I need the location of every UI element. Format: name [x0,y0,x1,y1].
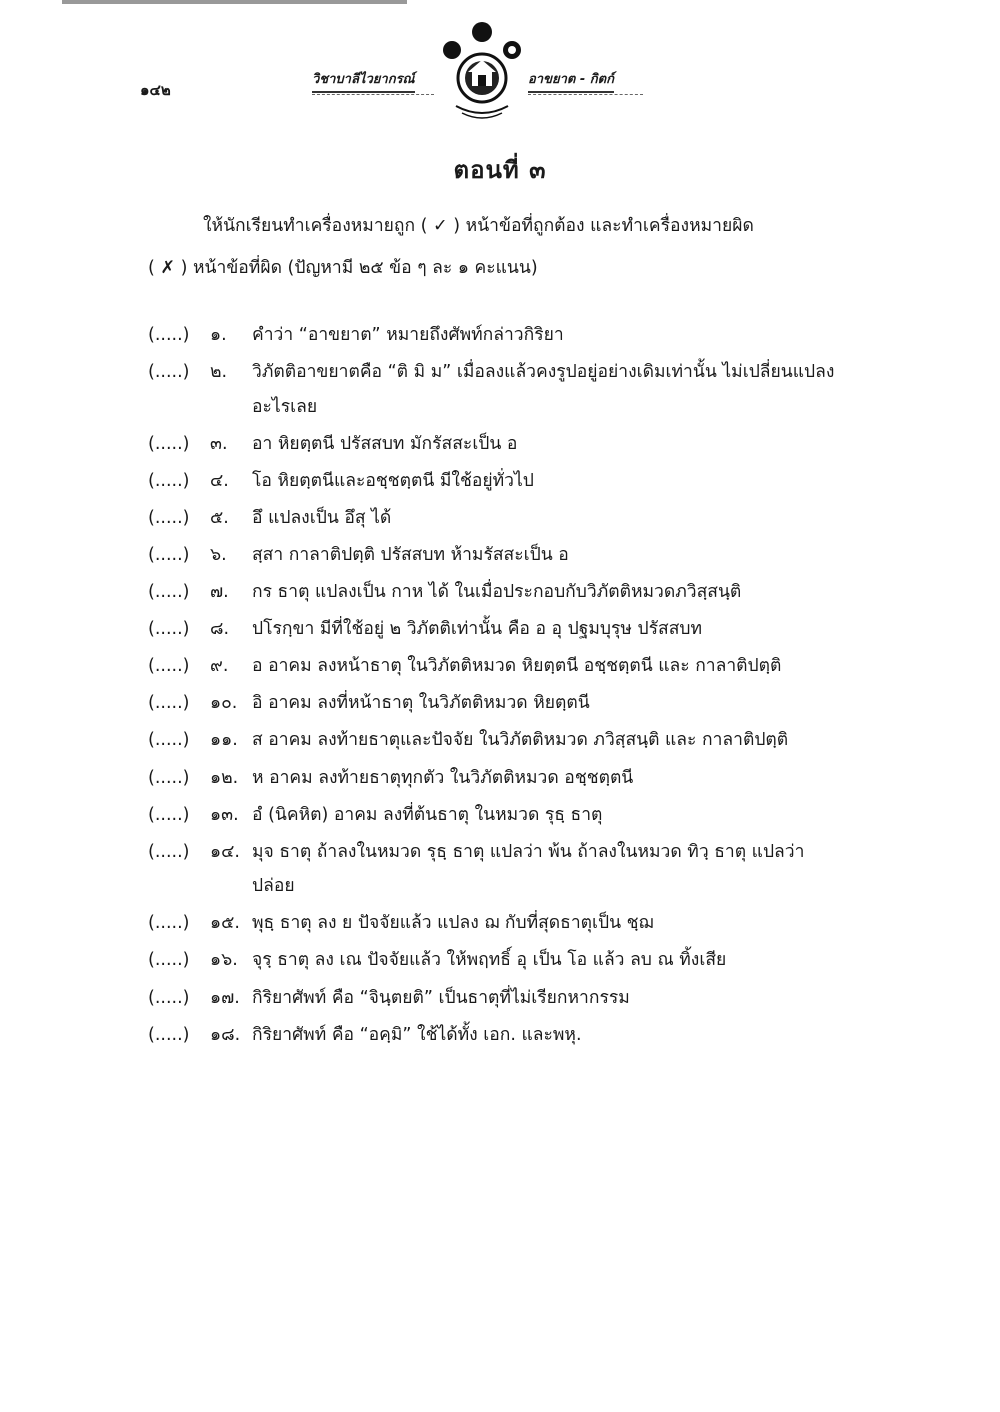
question-item [148,761,838,796]
question-text: อึ แปลงเป็น อึสุ ได้ [252,507,392,528]
answer-blank[interactable]: (.....) [148,804,190,825]
answer-blank[interactable]: (.....) [148,950,190,971]
question-number: ๑๘. [210,1024,241,1045]
answer-blank[interactable]: (.....) [148,362,190,383]
answer-blank[interactable]: (.....) [148,693,190,714]
question-number: ๗. [210,582,229,603]
answer-blank[interactable]: (.....) [148,507,190,528]
answer-blank[interactable]: (.....) [148,656,190,677]
question-number: ๑๐. [210,693,238,714]
question-number: ๑๖. [210,950,238,971]
header-right-underline [528,94,643,95]
instructions [148,205,838,289]
answer-blank[interactable]: (.....) [148,730,190,751]
question-item [148,1018,838,1053]
question-text: อ อาคม ลงหน้าธาตุ ในวิภัตติหมวด หิยตฺตนี อชฺชตฺตนี และ กาลาติปตฺติ [252,656,782,677]
question-text: กิริยาศัพท์ คือ “อคฺมิ” ใช้ได้ทั้ง เอก. และพหุ. [252,1024,582,1045]
question-text: วิภัตติอาขยาตคือ “ติ มิ ม” เมื่อลงแล้วคงรูปอยู่อย่างเดิมเท่านั้น ไม่เปลี่ยนแปลงอะไรเลย [252,362,835,417]
question-item [148,427,838,462]
question-item [148,906,838,941]
answer-blank[interactable]: (.....) [148,433,190,454]
question-item [148,686,838,721]
question-text: กิริยาศัพท์ คือ “จินฺตยติ” เป็นธาตุที่ไม่เรียกหากรรม [252,987,630,1008]
question-text: โอ หิยตฺตนีและอชฺชตฺตนี มีใช้อยู่ทั่วไป [252,470,534,491]
question-number: ๕. [210,507,229,528]
answer-blank[interactable]: (.....) [148,987,190,1008]
question-text: อา หิยตฺตนี ปรัสสบท มักรัสสะเป็น อ [252,433,518,454]
question-text: อิ อาคม ลงที่หน้าธาตุ ในวิภัตติหมวด หิยตฺตนี [252,693,590,714]
question-number: ๑๗. [210,987,240,1008]
question-number: ๑๔. [210,841,240,862]
question-text: ปโรกฺขา มีที่ใช้อยู่ ๒ วิภัตติเท่านั้น คือ อ อุ ปฐมบุรุษ ปรัสสบท [252,619,703,640]
question-item [148,501,838,536]
question-number: ๑๓. [210,804,239,825]
answer-blank[interactable]: (.....) [148,841,190,862]
answer-blank[interactable]: (.....) [148,582,190,603]
question-text: สฺสา กาลาติปตฺติ ปรัสสบท ห้ามรัสสะเป็น อ [252,544,569,565]
question-number: ๑๕. [210,913,240,934]
question-number: ๑. [210,325,227,345]
question-item [148,355,838,424]
question-text: คำว่า “อาขยาต” หมายถึงศัพท์กล่าวกิริยา [252,325,564,345]
question-number: ๓. [210,433,228,454]
answer-blank[interactable]: (.....) [148,767,190,788]
question-text: ห อาคม ลงท้ายธาตุทุกตัว ในวิภัตติหมวด อชฺชตฺตนี [252,767,634,788]
question-item [148,464,838,499]
question-number: ๑๑. [210,730,238,751]
question-text: กร ธาตุ แปลงเป็น กาห ได้ ในเมื่อประกอบกับวิภัตติหมวดภวิสฺสนฺติ [252,582,742,603]
question-text: มุจ ธาตุ ถ้าลงในหมวด รุธฺ ธาตุ แปลว่า พ้น ถ้าลงในหมวด ทิวฺ ธาตุ แปลว่า ปล่อย [252,841,805,897]
question-item [148,798,838,833]
question-item [148,943,838,978]
answer-blank[interactable]: (.....) [148,325,190,345]
question-number: ๖. [210,544,227,565]
answer-blank[interactable]: (.....) [148,544,190,565]
instructions-line-1: ให้นักเรียนทำเครื่องหมายถูก ( ✓ ) หน้าข้อที่ถูกต้อง และทำเครื่องหมายผิด [203,216,754,236]
question-item [148,723,838,758]
instructions-line-2: ( ✗ ) หน้าข้อที่ผิด (ปัญหามี ๒๕ ข้อ ๆ ละ ๑ คะแนน) [148,258,538,278]
question-number: ๘. [210,619,230,640]
answer-blank[interactable]: (.....) [148,470,190,491]
question-number: ๒. [210,362,228,383]
emblem-icon [438,20,528,120]
question-item [148,835,838,904]
question-item [148,318,838,353]
question-item [148,981,838,1016]
answer-blank[interactable]: (.....) [148,913,190,934]
answer-blank[interactable]: (.....) [148,1024,190,1045]
header-left-title: วิชาบาลีไวยากรณ์ [312,68,415,93]
question-item [148,649,838,684]
header-right-title: อาขยาต - กิตก์ [528,68,614,93]
page-number: ๑๔๒ [140,81,171,99]
question-text: อํ (นิคหิต) อาคม ลงที่ต้นธาตุ ในหมวด รุธฺ ธาตุ [252,804,603,825]
question-text: พุธฺ ธาตุ ลง ย ปัจจัยแล้ว แปลง ฌ กับที่สุดธาตุเป็น ชฺฌ [252,913,654,934]
question-item [148,575,838,610]
question-number: ๔. [210,470,229,491]
question-number: ๙. [210,656,229,677]
header-left-underline [312,94,434,95]
page-header [0,0,1000,140]
answer-blank[interactable]: (.....) [148,619,190,640]
question-text: ส อาคม ลงท้ายธาตุและปัจจัย ในวิภัตติหมวด ภวิสฺสนฺติ และ กาลาติปตฺติ [252,730,789,751]
question-text: จุรฺ ธาตุ ลง เณ ปัจจัยแล้ว ให้พฤทธิ์ อุ เป็น โอ แล้ว ลบ ณ ทิ้งเสีย [252,950,727,971]
question-item [148,612,838,647]
question-number: ๑๒. [210,767,239,788]
section-title: ตอนที่ ๓ [453,156,547,184]
question-list [148,318,838,1055]
question-item [148,538,838,573]
